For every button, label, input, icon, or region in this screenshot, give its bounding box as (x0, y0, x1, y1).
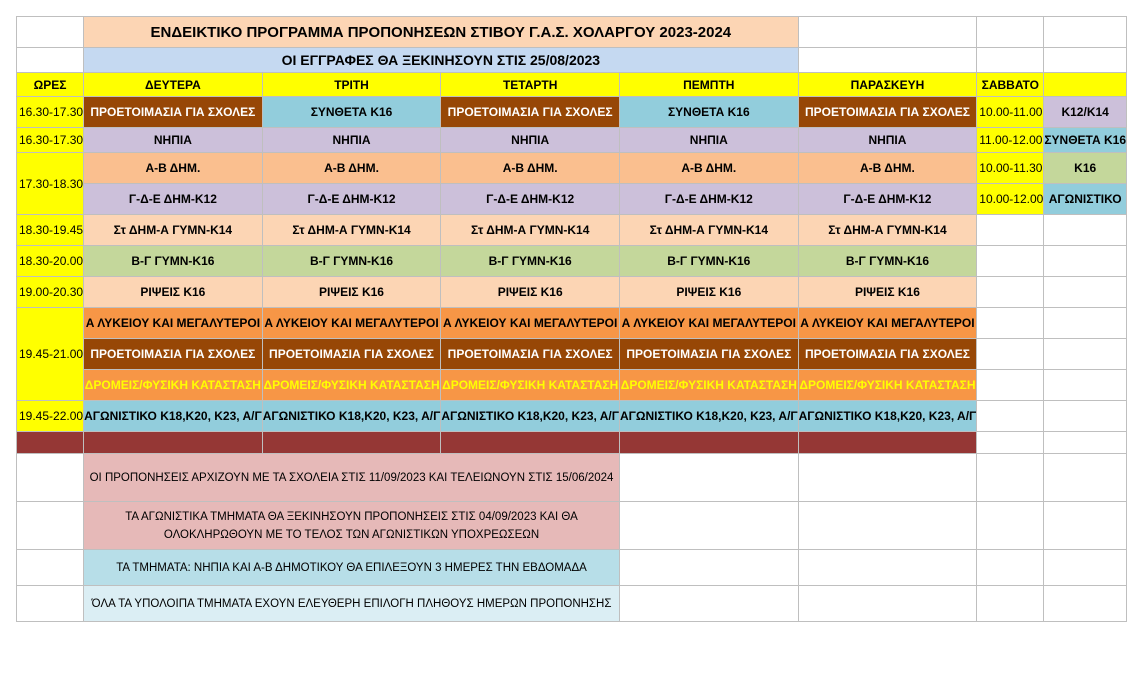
note-nipia-days: ΤΑ ΤΜΗΜΑΤΑ: ΝΗΠΙΑ ΚΑΙ Α-Β ΔΗΜΟΤΙΚΟΥ ΘΑ ΕΠΙΛΕΞΟΥΝ 3 ΗΜΕΡΕΣ ΤΗΝ ΕΒΔΟΜΑΔΑ (84, 550, 620, 586)
group-cell: ΔΡΟΜΕΙΣ/ΦΥΣΙΚΗ ΚΑΤΑΣΤΑΣΗ (84, 370, 263, 401)
group-cell: ΡΙΨΕΙΣ Κ16 (441, 277, 620, 308)
blank-cell (1044, 502, 1127, 550)
blank-cell (977, 370, 1044, 401)
blank-cell (977, 401, 1044, 432)
blank-cell (977, 48, 1044, 73)
blank-cell (1044, 550, 1127, 586)
note-competitive-groups (84, 502, 620, 550)
header-wednesday: ΤΕΤΑΡΤΗ (441, 73, 620, 97)
blank-cell (619, 502, 798, 550)
group-cell: Α ΛΥΚΕΙΟΥ ΚΑΙ ΜΕΓΑΛΥΤΕΡΟΙ (84, 308, 263, 339)
group-cell: Α-Β ΔΗΜ. (798, 153, 977, 184)
saturday-time-cell: 11.00-12.00 (977, 128, 1044, 153)
group-cell: ΣΥΝΘΕΤΑ Κ16 (262, 97, 441, 128)
blank-cell (1044, 432, 1127, 454)
header-tuesday: ΤΡΙΤΗ (262, 73, 441, 97)
blank-cell (17, 586, 84, 622)
group-cell: Α-Β ΔΗΜ. (84, 153, 263, 184)
group-cell: ΑΓΩΝΙΣΤΙΚΟ Κ18,Κ20, Κ23, Α/Γ (619, 401, 798, 432)
group-cell: ΔΡΟΜΕΙΣ/ΦΥΣΙΚΗ ΚΑΤΑΣΤΑΣΗ (798, 370, 977, 401)
group-cell: ΠΡΟΕΤΟΙΜΑΣΙΑ ΓΙΑ ΣΧΟΛΕΣ (262, 339, 441, 370)
blank-cell (1044, 308, 1127, 339)
note-free-choice: ΌΛΑ ΤΑ ΥΠΟΛΟΙΠΑ ΤΜΗΜΑΤΑ ΕΧΟΥΝ ΕΛΕΥΘΕΡΗ ΕΠΙΛΟΓΗ ΠΛΗΘΟΥΣ ΗΜΕΡΩΝ ΠΡΟΠΟΝΗΣΗΣ (84, 586, 620, 622)
group-cell: Β-Γ ΓΥΜΝ-Κ16 (798, 246, 977, 277)
group-cell: Α-Β ΔΗΜ. (619, 153, 798, 184)
group-cell: ΔΡΟΜΕΙΣ/ΦΥΣΙΚΗ ΚΑΤΑΣΤΑΣΗ (441, 370, 620, 401)
group-cell: ΑΓΩΝΙΣΤΙΚΟ Κ18,Κ20, Κ23, Α/Γ (798, 401, 977, 432)
blank-cell (977, 586, 1044, 622)
separator-cell (441, 432, 620, 454)
saturday-group-cell: Κ16 (1044, 153, 1127, 184)
blank-cell (1044, 586, 1127, 622)
blank-cell (1044, 454, 1127, 502)
group-cell: ΝΗΠΙΑ (84, 128, 263, 153)
blank-cell (977, 308, 1044, 339)
group-cell: Α ΛΥΚΕΙΟΥ ΚΑΙ ΜΕΓΑΛΥΤΕΡΟΙ (619, 308, 798, 339)
blank-cell (977, 339, 1044, 370)
time-cell: 16.30-17.30 (17, 97, 84, 128)
group-cell: Γ-Δ-Ε ΔΗΜ-Κ12 (441, 184, 620, 215)
header-saturday: ΣΑΒΒΑΤΟ (977, 73, 1044, 97)
saturday-group-cell: Κ12/Κ14 (1044, 97, 1127, 128)
group-cell: ΡΙΨΕΙΣ Κ16 (798, 277, 977, 308)
blank-cell (798, 550, 977, 586)
group-cell: ΠΡΟΕΤΟΙΜΑΣΙΑ ΓΙΑ ΣΧΟΛΕΣ (798, 97, 977, 128)
blank-cell (17, 550, 84, 586)
time-cell: 19.45-22.00 (17, 401, 84, 432)
time-cell: 19.45-21.00 (17, 308, 84, 401)
note-season-dates: ΟΙ ΠΡΟΠΟΝΗΣΕΙΣ ΑΡΧΙΖΟΥΝ ΜΕ ΤΑ ΣΧΟΛΕΙΑ ΣΤΙΣ 11/09/2023 ΚΑΙ ΤΕΛΕΙΩΝΟΥΝ ΣΤΙΣ 15/06/2024 (84, 454, 620, 502)
blank-cell (798, 48, 977, 73)
blank-cell (17, 454, 84, 502)
time-cell: 19.00-20.30 (17, 277, 84, 308)
schedule-table (16, 16, 1127, 622)
group-cell: ΑΓΩΝΙΣΤΙΚΟ Κ18,Κ20, Κ23, Α/Γ (441, 401, 620, 432)
group-cell: ΣΥΝΘΕΤΑ Κ16 (619, 97, 798, 128)
note-line: ΟΛΟΚΛΗΡΩΘΟΥΝ ΜΕ ΤΟ ΤΕΛΟΣ ΤΩΝ ΑΓΩΝΙΣΤΙΚΩΝ ΥΠΟΧΡΕΩΣΕΩΝ (163, 528, 540, 541)
group-cell: ΡΙΨΕΙΣ Κ16 (262, 277, 441, 308)
blank-cell (1044, 370, 1127, 401)
group-cell: Α-Β ΔΗΜ. (262, 153, 441, 184)
saturday-group-cell: ΣΥΝΘΕΤΑ Κ16 (1044, 128, 1127, 153)
registration-note: ΟΙ ΕΓΓΡΑΦΕΣ ΘΑ ΞΕΚΙΝΗΣΟΥΝ ΣΤΙΣ 25/08/2023 (84, 48, 799, 73)
blank-cell (977, 215, 1044, 246)
group-cell: Γ-Δ-Ε ΔΗΜ-Κ12 (619, 184, 798, 215)
header-saturday-group (1044, 73, 1127, 97)
group-cell: Στ ΔΗΜ-Α ΓΥΜΝ-Κ14 (619, 215, 798, 246)
group-cell: Β-Γ ΓΥΜΝ-Κ16 (619, 246, 798, 277)
group-cell: Γ-Δ-Ε ΔΗΜ-Κ12 (798, 184, 977, 215)
blank-cell (977, 550, 1044, 586)
blank-cell (1044, 246, 1127, 277)
group-cell: Α ΛΥΚΕΙΟΥ ΚΑΙ ΜΕΓΑΛΥΤΕΡΟΙ (441, 308, 620, 339)
group-cell: Γ-Δ-Ε ΔΗΜ-Κ12 (84, 184, 263, 215)
header-thursday: ΠΕΜΠΤΗ (619, 73, 798, 97)
group-cell: ΠΡΟΕΤΟΙΜΑΣΙΑ ΓΙΑ ΣΧΟΛΕΣ (619, 339, 798, 370)
schedule-title: ΕΝΔΕΙΚΤΙΚΟ ΠΡΟΓΡΑΜΜΑ ΠΡΟΠΟΝΗΣΕΩΝ ΣΤΙΒΟΥ Γ.Α.Σ. ΧΟΛΑΡΓΟΥ 2023-2024 (84, 17, 799, 48)
group-cell: ΝΗΠΙΑ (441, 128, 620, 153)
saturday-time-cell: 10.00-11.30 (977, 153, 1044, 184)
group-cell: ΑΓΩΝΙΣΤΙΚΟ Κ18,Κ20, Κ23, Α/Γ (84, 401, 263, 432)
blank-cell (977, 17, 1044, 48)
separator-cell (84, 432, 263, 454)
blank-cell (977, 277, 1044, 308)
separator-cell (619, 432, 798, 454)
blank-cell (798, 454, 977, 502)
group-cell: Α ΛΥΚΕΙΟΥ ΚΑΙ ΜΕΓΑΛΥΤΕΡΟΙ (262, 308, 441, 339)
group-cell: Β-Γ ΓΥΜΝ-Κ16 (84, 246, 263, 277)
group-cell: ΔΡΟΜΕΙΣ/ΦΥΣΙΚΗ ΚΑΤΑΣΤΑΣΗ (619, 370, 798, 401)
blank-cell (977, 454, 1044, 502)
blank-cell (619, 550, 798, 586)
header-friday: ΠΑΡΑΣΚΕΥΗ (798, 73, 977, 97)
blank-cell (1044, 277, 1127, 308)
group-cell: ΝΗΠΙΑ (262, 128, 441, 153)
group-cell: ΝΗΠΙΑ (798, 128, 977, 153)
group-cell: Α-Β ΔΗΜ. (441, 153, 620, 184)
blank-cell (1044, 339, 1127, 370)
blank-cell (1044, 215, 1127, 246)
blank-cell (977, 502, 1044, 550)
blank-cell (798, 502, 977, 550)
blank-cell (1044, 48, 1127, 73)
saturday-time-cell: 10.00-11.00 (977, 97, 1044, 128)
group-cell: ΠΡΟΕΤΟΙΜΑΣΙΑ ΓΙΑ ΣΧΟΛΕΣ (798, 339, 977, 370)
header-monday: ΔΕΥΤΕΡΑ (84, 73, 263, 97)
time-cell: 18.30-20.00 (17, 246, 84, 277)
group-cell: ΑΓΩΝΙΣΤΙΚΟ Κ18,Κ20, Κ23, Α/Γ (262, 401, 441, 432)
blank-cell (977, 246, 1044, 277)
blank-cell (619, 454, 798, 502)
time-cell: 17.30-18.30 (17, 153, 84, 215)
group-cell: Γ-Δ-Ε ΔΗΜ-Κ12 (262, 184, 441, 215)
separator-cell (262, 432, 441, 454)
group-cell: ΠΡΟΕΤΟΙΜΑΣΙΑ ΓΙΑ ΣΧΟΛΕΣ (441, 97, 620, 128)
note-line: ΤΑ ΑΓΩΝΙΣΤΙΚΑ ΤΜΗΜΑΤΑ ΘΑ ΞΕΚΙΝΗΣΟΥΝ ΠΡΟΠΟΝΗΣΕΙΣ ΣΤΙΣ 04/09/2023 ΚΑΙ ΘΑ (125, 510, 578, 523)
blank-cell (798, 17, 977, 48)
header-hours: ΩΡΕΣ (17, 73, 84, 97)
group-cell: ΠΡΟΕΤΟΙΜΑΣΙΑ ΓΙΑ ΣΧΟΛΕΣ (441, 339, 620, 370)
saturday-time-cell: 10.00-12.00 (977, 184, 1044, 215)
group-cell: Α ΛΥΚΕΙΟΥ ΚΑΙ ΜΕΓΑΛΥΤΕΡΟΙ (798, 308, 977, 339)
blank-cell (17, 48, 84, 73)
blank-cell (17, 502, 84, 550)
saturday-group-cell: ΑΓΩΝΙΣΤΙΚΟ (1044, 184, 1127, 215)
group-cell: ΔΡΟΜΕΙΣ/ΦΥΣΙΚΗ ΚΑΤΑΣΤΑΣΗ (262, 370, 441, 401)
group-cell: Στ ΔΗΜ-Α ΓΥΜΝ-Κ14 (441, 215, 620, 246)
group-cell: ΡΙΨΕΙΣ Κ16 (619, 277, 798, 308)
blank-cell (1044, 17, 1127, 48)
blank-cell (619, 586, 798, 622)
blank-cell (798, 586, 977, 622)
time-cell: 18.30-19.45 (17, 215, 84, 246)
group-cell: ΠΡΟΕΤΟΙΜΑΣΙΑ ΓΙΑ ΣΧΟΛΕΣ (84, 97, 263, 128)
group-cell: Στ ΔΗΜ-Α ΓΥΜΝ-Κ14 (262, 215, 441, 246)
group-cell: ΠΡΟΕΤΟΙΜΑΣΙΑ ΓΙΑ ΣΧΟΛΕΣ (84, 339, 263, 370)
group-cell: Β-Γ ΓΥΜΝ-Κ16 (441, 246, 620, 277)
group-cell: ΝΗΠΙΑ (619, 128, 798, 153)
separator-cell (17, 432, 84, 454)
blank-cell (977, 432, 1044, 454)
group-cell: Β-Γ ΓΥΜΝ-Κ16 (262, 246, 441, 277)
group-cell: Στ ΔΗΜ-Α ΓΥΜΝ-Κ14 (798, 215, 977, 246)
group-cell: ΡΙΨΕΙΣ Κ16 (84, 277, 263, 308)
blank-cell (17, 17, 84, 48)
blank-cell (1044, 401, 1127, 432)
time-cell: 16.30-17.30 (17, 128, 84, 153)
separator-cell (798, 432, 977, 454)
group-cell: Στ ΔΗΜ-Α ΓΥΜΝ-Κ14 (84, 215, 263, 246)
